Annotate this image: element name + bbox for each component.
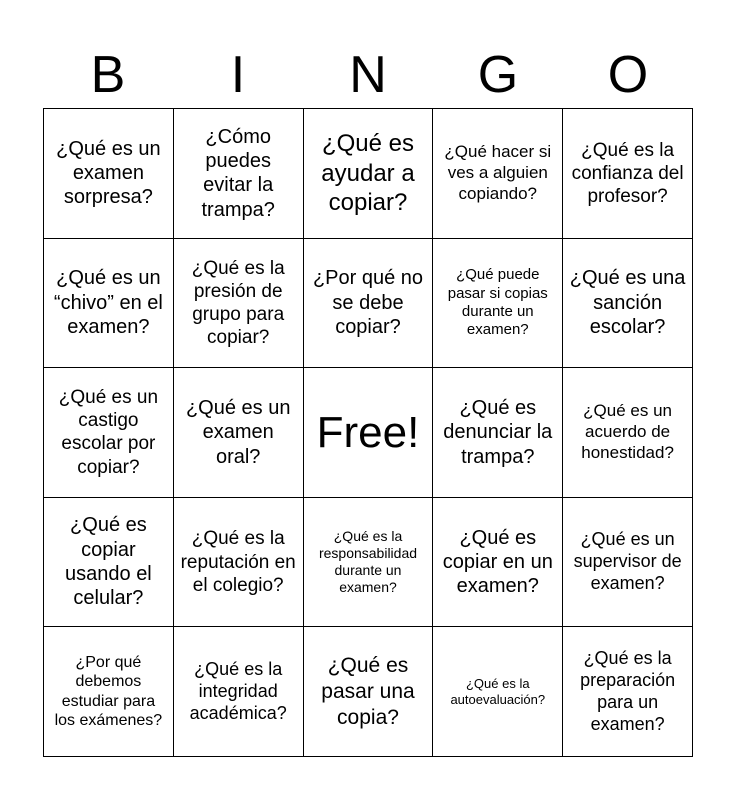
bingo-cell[interactable]: ¿Qué es la autoevaluación? bbox=[433, 627, 563, 757]
free-space[interactable]: Free! bbox=[304, 368, 434, 498]
bingo-cell[interactable]: ¿Qué es un castigo escolar por copiar? bbox=[44, 368, 174, 498]
bingo-header bbox=[43, 42, 693, 108]
bingo-cell[interactable]: ¿Qué hacer si ves a alguien copiando? bbox=[433, 109, 563, 239]
bingo-cell[interactable]: ¿Qué es la preparación para un examen? bbox=[563, 627, 693, 757]
header-letter-n: N bbox=[349, 46, 387, 104]
bingo-cell[interactable]: ¿Qué es copiar en un examen? bbox=[433, 498, 563, 628]
bingo-cell[interactable]: ¿Qué es un “chivo” en el examen? bbox=[44, 239, 174, 369]
bingo-cell[interactable]: ¿Qué es un examen oral? bbox=[174, 368, 304, 498]
header-letter-b: B bbox=[90, 46, 126, 104]
bingo-cell[interactable]: ¿Cómo puedes evitar la trampa? bbox=[174, 109, 304, 239]
bingo-cell[interactable]: ¿Qué es la reputación en el colegio? bbox=[174, 498, 304, 628]
bingo-cell[interactable]: ¿Qué puede pasar si copias durante un examen? bbox=[433, 239, 563, 369]
bingo-cell[interactable]: ¿Qué es la confianza del profesor? bbox=[563, 109, 693, 239]
bingo-card-grid bbox=[43, 108, 693, 757]
bingo-cell[interactable]: ¿Qué es ayudar a copiar? bbox=[304, 109, 434, 239]
bingo-cell[interactable]: ¿Por qué no se debe copiar? bbox=[304, 239, 434, 369]
bingo-cell[interactable]: ¿Qué es pasar una copia? bbox=[304, 627, 434, 757]
bingo-cell[interactable]: ¿Qué es denunciar la trampa? bbox=[433, 368, 563, 498]
bingo-cell[interactable]: ¿Qué es copiar usando el celular? bbox=[44, 498, 174, 628]
bingo-cell[interactable]: ¿Por qué debemos estudiar para los exámenes? bbox=[44, 627, 174, 757]
bingo-cell[interactable]: ¿Qué es un examen sorpresa? bbox=[44, 109, 174, 239]
bingo-cell[interactable]: ¿Qué es un supervisor de examen? bbox=[563, 498, 693, 628]
bingo-cell[interactable]: ¿Qué es una sanción escolar? bbox=[563, 239, 693, 369]
bingo-cell[interactable]: ¿Qué es la presión de grupo para copiar? bbox=[174, 239, 304, 369]
header-letter-i: I bbox=[230, 46, 246, 104]
bingo-cell[interactable]: ¿Qué es un acuerdo de honestidad? bbox=[563, 368, 693, 498]
header-letter-o: O bbox=[607, 46, 649, 104]
bingo-cell[interactable]: ¿Qué es la responsabilidad durante un examen? bbox=[304, 498, 434, 628]
bingo-cell[interactable]: ¿Qué es la integridad académica? bbox=[174, 627, 304, 757]
header-letter-g: G bbox=[477, 46, 519, 104]
